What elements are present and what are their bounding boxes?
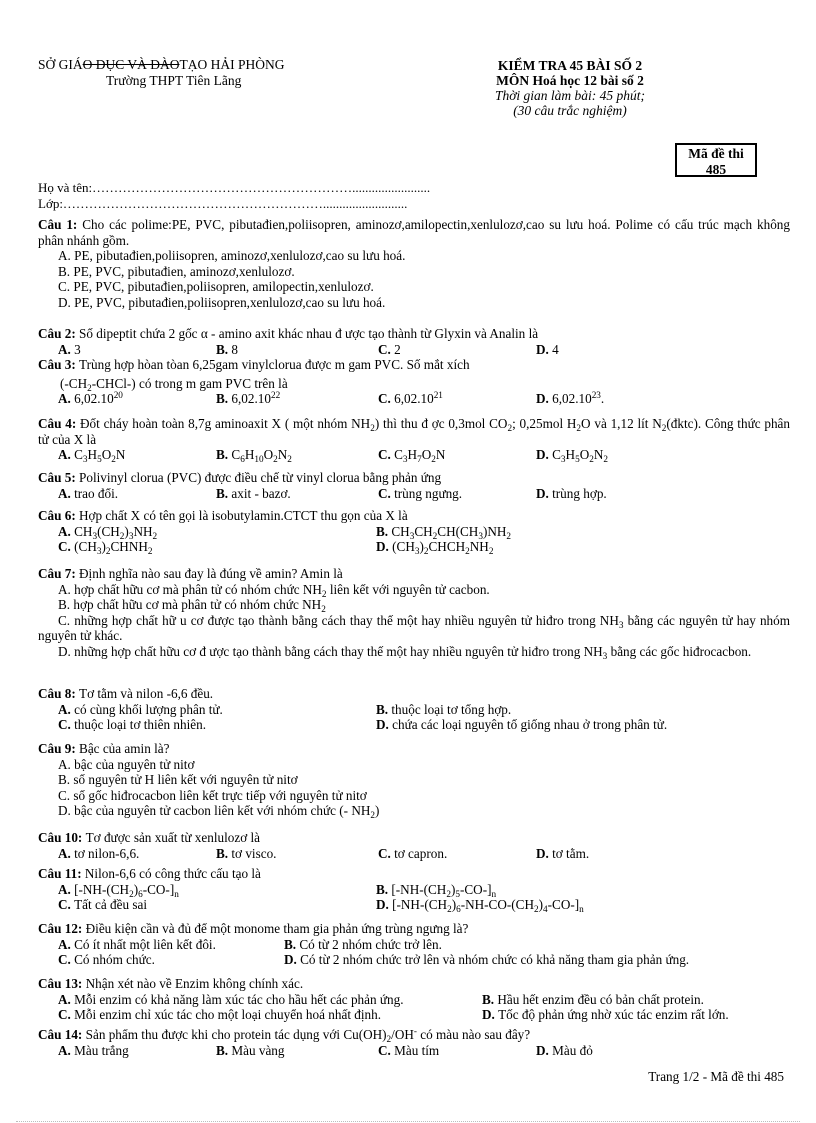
question-label: Câu 10: [38, 830, 86, 845]
question-stem: Câu 2: Số dipeptit chứa 2 gốc α - amino axit khác nhau đ ược tạo thành từ Glyxin và Analin là [38, 326, 539, 341]
question-label: Câu 3: [38, 357, 80, 372]
option-label: C. [58, 539, 75, 554]
question-stem: Câu 5: Polivinyl clorua (PVC) được điều chế từ vinyl clorua bằng phản ứng [38, 470, 442, 485]
answer-option-d[interactable]: D. Màu đỏ [536, 1042, 593, 1058]
option-label: D. [536, 845, 553, 861]
question-label: Câu 12: [38, 921, 86, 936]
answer-option-d[interactable]: D. PE, PVC, pibutađien,poliisopren,xenlulozơ,cao su lưu hoá. [58, 294, 386, 310]
answer-option-b[interactable]: B. $[-NH-(CH_2)_5-CO-]_n$ [376, 881, 497, 899]
question-stem: Câu 9: Bậc của amin là? [38, 741, 170, 756]
option-label: D. [536, 391, 553, 406]
page-bottom-divider [16, 1121, 800, 1122]
answer-option-c[interactable]: C. những hợp chất hữ u cơ được tạo thành bằng cách thay thế một hay nhiều nguyên tử hiđro trong $NH_3$ bằng các nguyên tử hay nhóm nguyên tử khác. [38, 612, 790, 643]
option-label: D. [536, 447, 553, 462]
answer-option-a[interactable]: A. 3 [58, 341, 81, 357]
option-label: B. [216, 1042, 232, 1058]
option-label: D. [536, 485, 553, 501]
option-label: A. [58, 523, 75, 539]
options-row [38, 342, 790, 358]
option-label: C. [378, 341, 395, 357]
options-row [38, 717, 790, 733]
answer-option-c[interactable]: C. 2 [378, 341, 401, 357]
answer-option-c[interactable]: C. trùng ngưng. [378, 485, 463, 501]
option-label: D. [58, 294, 75, 310]
option-label: D. [482, 1007, 499, 1022]
answer-option-c[interactable]: C. Tất cả đều sai [58, 897, 147, 912]
header-left [38, 58, 285, 87]
options-row [38, 992, 790, 1008]
question-stem: Câu 13: Nhận xét nào về Enzim không chính xác. [38, 976, 304, 991]
option-label: B. [376, 881, 392, 897]
question-label: Câu 9: [38, 741, 80, 756]
answer-option-d[interactable]: D. 6,02.10$^{23}$. [536, 390, 605, 406]
options-row [38, 897, 790, 913]
option-label: B. [58, 772, 74, 787]
question-label: Câu 6: [38, 508, 80, 523]
option-label: B. [58, 263, 74, 279]
answer-option-c[interactable]: C. tơ capron. [378, 845, 448, 861]
question-11 [38, 866, 790, 913]
option-label: D. [284, 952, 301, 967]
question-stem: Câu 14: Sản phẩm thu được khi cho protein tác dụng với $Cu(OH)_2/OH^-$ có màu nào sau đây? [38, 1026, 531, 1044]
option-label: C. [378, 391, 395, 406]
question-1 [38, 217, 790, 310]
option-label: B. [376, 523, 392, 539]
answer-option-b[interactable]: B. 8 [216, 341, 238, 357]
question-stem: Câu 6: Hợp chất X có tên gọi là isobutylamin.CTCT thu gọn của X là [38, 508, 408, 523]
options-row [38, 882, 790, 898]
question-4 [38, 416, 790, 463]
answer-option-c[interactable]: C. Có nhóm chức. [58, 952, 155, 967]
answer-option-d[interactable]: D. Tốc độ phản ứng nhờ xúc tác enzim rất lớn. [482, 1007, 729, 1022]
answer-option-a[interactable]: A. Mỗi enzim có khả năng làm xúc tác cho hầu hết các phản ứng. [58, 991, 404, 1007]
answer-option-d[interactable]: D. tơ tằm. [536, 845, 590, 861]
options-row [38, 846, 790, 862]
option-label: C. [58, 612, 75, 628]
option-label: A. [58, 485, 75, 501]
option-label: C. [58, 787, 74, 803]
answer-option-b[interactable]: B. 6,02.10$^{22}$ [216, 390, 281, 406]
question-9 [38, 741, 790, 819]
option-label: A. [58, 391, 75, 406]
option-label: A. [58, 991, 75, 1007]
question-stem: Câu 3: Trùng hợp hòan tòan 6,25gam vinylclorua được m gam PVC. Số mắt xích [38, 357, 470, 372]
answer-option-c[interactable]: C. PE, PVC, pibutađien,poliisopren, amilopectin,xenlulozơ. [58, 279, 374, 294]
answer-option-a[interactable]: A. có cùng khối lượng phân tử. [58, 701, 223, 717]
option-label: C. [58, 1007, 75, 1022]
answer-option-d[interactable]: D. Có từ 2 nhóm chức trở lên và nhóm chức có khả năng tham gia phản ứng. [284, 952, 690, 967]
question-stem: Câu 1: Cho các polime:PE, PVC, pibutađien,poliisopren, aminozơ,amilopectin,xenlulozơ,cao su lưu hoá. Polime có cấu trúc mạch không phân nhánh gồm. [38, 217, 790, 248]
answer-option-a[interactable]: A. tơ nilon-6,6. [58, 845, 140, 861]
option-label: A. [58, 581, 75, 597]
question-label: Câu 11: [38, 866, 85, 881]
answer-option-a[interactable]: A. $[-NH-(CH_2)_6-CO-]_n$ [58, 881, 179, 899]
option-label: D. [58, 803, 75, 818]
question-7 [38, 566, 790, 659]
exam-code-box [675, 143, 757, 177]
answer-option-c[interactable]: C. $(CH_3)_2CHNH_2$ [58, 539, 153, 556]
options-row [38, 391, 790, 407]
option-label: B. [216, 845, 232, 861]
option-label: D. [376, 539, 393, 554]
question-6 [38, 508, 790, 555]
option-label: C. [378, 1042, 395, 1058]
options-row [38, 486, 790, 502]
answer-option-d[interactable]: D. $C_3H_5O_2N_2$ [536, 447, 609, 464]
options-row [38, 1043, 790, 1059]
option-label: C. [58, 717, 75, 732]
option-label: C. [378, 845, 395, 861]
option-label: C. [378, 485, 395, 501]
option-label: A. [58, 701, 75, 717]
option-label: A. [58, 248, 75, 263]
answer-option-c[interactable]: C. $C_3H_7O_2N$ [378, 447, 446, 464]
option-label: A. [58, 881, 75, 897]
answer-option-b[interactable]: B. $C_6H_{10}O_2N_2$ [216, 447, 292, 464]
question-stem: Câu 7: Định nghĩa nào sau đay là đúng về amin? Amin là [38, 566, 343, 581]
question-label: Câu 2: [38, 326, 80, 341]
name-field[interactable]: Họ và tên:……………………………………………………........................ [38, 180, 431, 195]
page-footer: Trang 1/2 - Mã đề thi 485 [648, 1069, 784, 1084]
header-right [440, 58, 700, 118]
option-label: A. [58, 341, 75, 357]
answer-option-a[interactable]: A. Có ít nhất một liên kết đôi. [58, 936, 216, 952]
option-label: A. [58, 845, 75, 861]
answer-option-c[interactable]: C. thuộc loại tơ thiên nhiên. [58, 717, 206, 732]
answer-option-a[interactable]: A. 6,02.10$^{20}$ [58, 390, 123, 406]
answer-option-d[interactable]: D. $[-NH-(CH_2)_6-NH-CO-(CH_2)_4-CO-]_n$ [376, 897, 584, 914]
answer-option-b[interactable]: B. tơ visco. [216, 845, 277, 861]
option-label: A. [58, 1042, 75, 1058]
answer-option-a[interactable]: A. $C_3H_5O_2N$ [58, 447, 126, 464]
answer-option-a[interactable]: A. bậc của nguyên tử nitơ [58, 756, 195, 772]
option-label: B. [284, 936, 300, 952]
question-label: Câu 1: [38, 217, 83, 232]
option-label: B. [216, 341, 232, 357]
question-8 [38, 686, 790, 733]
answer-option-d[interactable]: D. 4 [536, 341, 559, 357]
department-name [38, 58, 285, 72]
answer-option-a[interactable]: A. hợp chất hữu cơ mà phân tử có nhóm chức $NH_2$ liên kết với nguyên tử cacbon. [58, 581, 490, 599]
question-label: Câu 13: [38, 976, 86, 991]
option-label: C. [378, 447, 395, 462]
answer-option-b[interactable]: B. PE, PVC, pibutađien, aminozơ,xenlulozơ. [58, 263, 295, 279]
question-stem: Câu 4: Đốt cháy hoàn toàn 8,7g aminoaxit X ( một nhóm $NH_2$) thì thu đ ợc 0,3mol $CO_2$; 0,25mol $H_2O$ và 1,12 lít $N_2(đktc)$. Công thức phân tử của X là [38, 416, 790, 447]
answer-option-c[interactable]: C. số gốc hiđrocacbon liên kết trực tiếp với nguyên tử nitơ [58, 787, 367, 803]
exam-title: KIỂM TRA 45 BÀI SỐ 2 [497, 58, 643, 73]
question-label: Câu 4: [38, 416, 81, 431]
question-label: Câu 14: [38, 1027, 86, 1042]
option-label: A. [58, 936, 75, 952]
option-label: D. [376, 897, 393, 912]
department-name-struck: O DỤC VÀ ĐÀO [82, 57, 180, 72]
option-label: C. [58, 897, 75, 912]
answer-option-d[interactable]: D. bậc của nguyên tử cacbon liên kết với nhóm chức (- $NH_2$) [58, 803, 380, 820]
options-row [38, 702, 790, 718]
question-13 [38, 976, 790, 1023]
options-row [38, 447, 790, 463]
answer-option-d[interactable]: D. trùng hợp. [536, 485, 607, 501]
exam-question-count: (30 câu trắc nghiệm) [513, 103, 627, 118]
answer-option-b[interactable]: B. Hầu hết enzim đều có bản chất protein. [482, 991, 704, 1007]
exam-duration: Thời gian làm bài: 45 phút; [494, 88, 646, 103]
question-10 [38, 830, 790, 861]
option-label: D. [376, 717, 393, 732]
question-2 [38, 326, 790, 357]
answer-option-b[interactable]: B. Màu vàng [216, 1042, 285, 1058]
option-label: C. [58, 952, 75, 967]
option-label: B. [216, 447, 232, 462]
question-stem: Câu 8: Tơ tằm và nilon -6,6 đều. [38, 686, 214, 701]
option-label: B. [216, 485, 232, 501]
exam-code-value: 485 [705, 162, 727, 177]
question-stem: Câu 12: Điều kiện cần và đủ để một monome tham gia phản ứng trùng ngưng là? [38, 921, 469, 936]
option-label: D. [536, 1042, 553, 1058]
answer-option-d[interactable]: D. những hợp chất hữu cơ đ ược tạo thành bằng cách thay thế một hay nhiều nguyên tử hiđro trong $NH_3$ bằng các gốc hiđrocacbon. [58, 643, 752, 661]
answer-option-b[interactable]: B. thuộc loại tơ tổng hợp. [376, 701, 512, 717]
answer-option-b[interactable]: B. axit - bazơ. [216, 485, 291, 501]
answer-option-c[interactable]: C. Mỗi enzim chỉ xúc tác cho một loại chuyển hoá nhất định. [58, 1007, 382, 1022]
exam-subject: MÔN Hoá học 12 bài số 2 [496, 73, 644, 88]
department-name-part: TẠO HẢI PHÒNG [179, 57, 285, 72]
question-label: Câu 8: [38, 686, 80, 701]
answer-option-c[interactable]: C. 6,02.10$^{21}$ [378, 390, 443, 406]
answer-option-a[interactable]: A. trao đổi. [58, 485, 119, 501]
question-stem-continued: $(-CH_2-CHCl-)$ có trong m gam PVC trên là [60, 375, 288, 393]
question-3 [38, 357, 790, 407]
question-5 [38, 470, 790, 501]
option-label: D. [58, 643, 75, 659]
answer-option-b[interactable]: B. số nguyên tử H liên kết với nguyên tử nitơ [58, 772, 298, 787]
answer-option-a[interactable]: A. $CH_3(CH_2)_3NH_2$ [58, 523, 158, 541]
question-label: Câu 7: [38, 566, 80, 581]
question-12 [38, 921, 790, 968]
class-field[interactable]: Lớp:…………………………………………………….......................... [38, 196, 408, 211]
option-label: B. [216, 391, 232, 406]
question-stem: Câu 11: Nilon-6,6 có công thức cấu tạo là [38, 866, 261, 881]
answer-option-c[interactable]: C. Màu tím [378, 1042, 440, 1058]
answer-option-a[interactable]: A. Màu trắng [58, 1042, 129, 1058]
answer-option-d[interactable]: D. chứa các loại nguyên tố giống nhau ở trong phân tử. [376, 717, 668, 732]
answer-option-d[interactable]: D. $(CH_3)_2CHCH_2NH_2$ [376, 539, 494, 556]
answer-option-b[interactable]: B. $CH_3CH_2CH(CH_3)NH_2$ [376, 523, 512, 541]
options-row [38, 539, 790, 555]
option-label: B. [58, 597, 74, 612]
options-row [38, 937, 790, 953]
option-label: A. [58, 756, 75, 772]
option-label: A. [58, 447, 75, 462]
answer-option-b[interactable]: B. hợp chất hữu cơ mà phân tử có nhóm chức $NH_2$ [58, 597, 326, 614]
options-row [38, 952, 790, 968]
department-name-part: SỞ GIÁ [38, 57, 83, 72]
school-name: Trường THPT Tiên Lãng [106, 72, 242, 88]
exam-code-label: Mã đề thi [688, 146, 744, 161]
answer-option-a[interactable]: A. PE, pibutađien,poliisopren, aminozơ,xenlulozơ,cao su lưu hoá. [58, 248, 406, 263]
option-label: C. [58, 279, 74, 294]
question-14 [38, 1027, 790, 1058]
option-label: B. [482, 991, 498, 1007]
question-stem: Câu 10: Tơ được sản xuất từ xenlulozơ là [38, 830, 260, 845]
options-row [38, 524, 790, 540]
question-label: Câu 5: [38, 470, 80, 485]
option-label: B. [376, 701, 392, 717]
options-row [38, 1007, 790, 1023]
option-label: D. [536, 341, 553, 357]
answer-option-b[interactable]: B. Có từ 2 nhóm chức trở lên. [284, 936, 442, 952]
